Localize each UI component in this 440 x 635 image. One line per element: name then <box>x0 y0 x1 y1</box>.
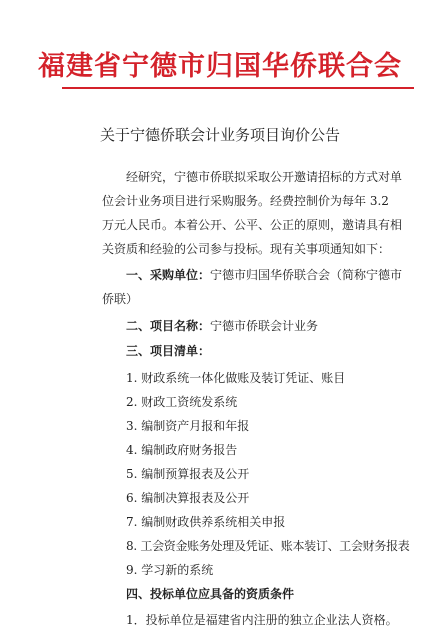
list-item: 8. 工会资金账务处理及凭证、账本装订、工会财务报表 <box>126 539 410 553</box>
list-item: 5. 编制预算报表及公开 <box>126 467 250 481</box>
section-value: 宁德市归国华侨联合会（简称宁德市侨联） <box>102 268 403 306</box>
section-project-name <box>102 314 404 338</box>
section-heading: 一、采购单位： <box>126 268 211 282</box>
section-qualifications-heading: 四、投标单位应具备的资质条件 <box>126 587 295 601</box>
section-heading: 二、项目名称： <box>126 319 211 333</box>
list-item: 1．投标单位是福建省内注册的独立企业法人资格。 <box>126 613 398 627</box>
letterhead-divider <box>62 87 414 89</box>
list-item: 9. 学习新的系统 <box>126 563 214 577</box>
section-project-list-heading: 三、项目清单： <box>126 344 211 358</box>
list-item: 7. 编制财政供养系统相关申报 <box>126 515 286 529</box>
list-item: 6. 编制决算报表及公开 <box>126 491 250 505</box>
project-list <box>102 366 410 582</box>
intro-paragraph: 经研究，宁德市侨联拟采取公开邀请招标的方式对单位会计业务项目进行采购服务。经费控制价为每年 3.2 万元人民币。本着公开、公平、公正的原则，邀请具有相关资质和经验的公司参与投标。现有关事项通知如下： <box>102 170 403 256</box>
letterhead: 福建省宁德市归国华侨联合会 <box>38 51 402 82</box>
list-item: 4. 编制政府财务报告 <box>126 443 238 457</box>
document-title: 关于宁德侨联会计业务项目询价公告 <box>99 126 340 144</box>
list-item: 2. 财政工资统发系统 <box>126 395 238 409</box>
list-item: 1. 财政系统一体化做账及装订凭证、账目 <box>126 371 346 385</box>
list-item: 3. 编制资产月报和年报 <box>126 419 250 433</box>
document-body <box>102 165 410 632</box>
section-purchasing-unit <box>102 263 404 311</box>
section-value: 宁德市侨联会计业务 <box>210 319 319 333</box>
